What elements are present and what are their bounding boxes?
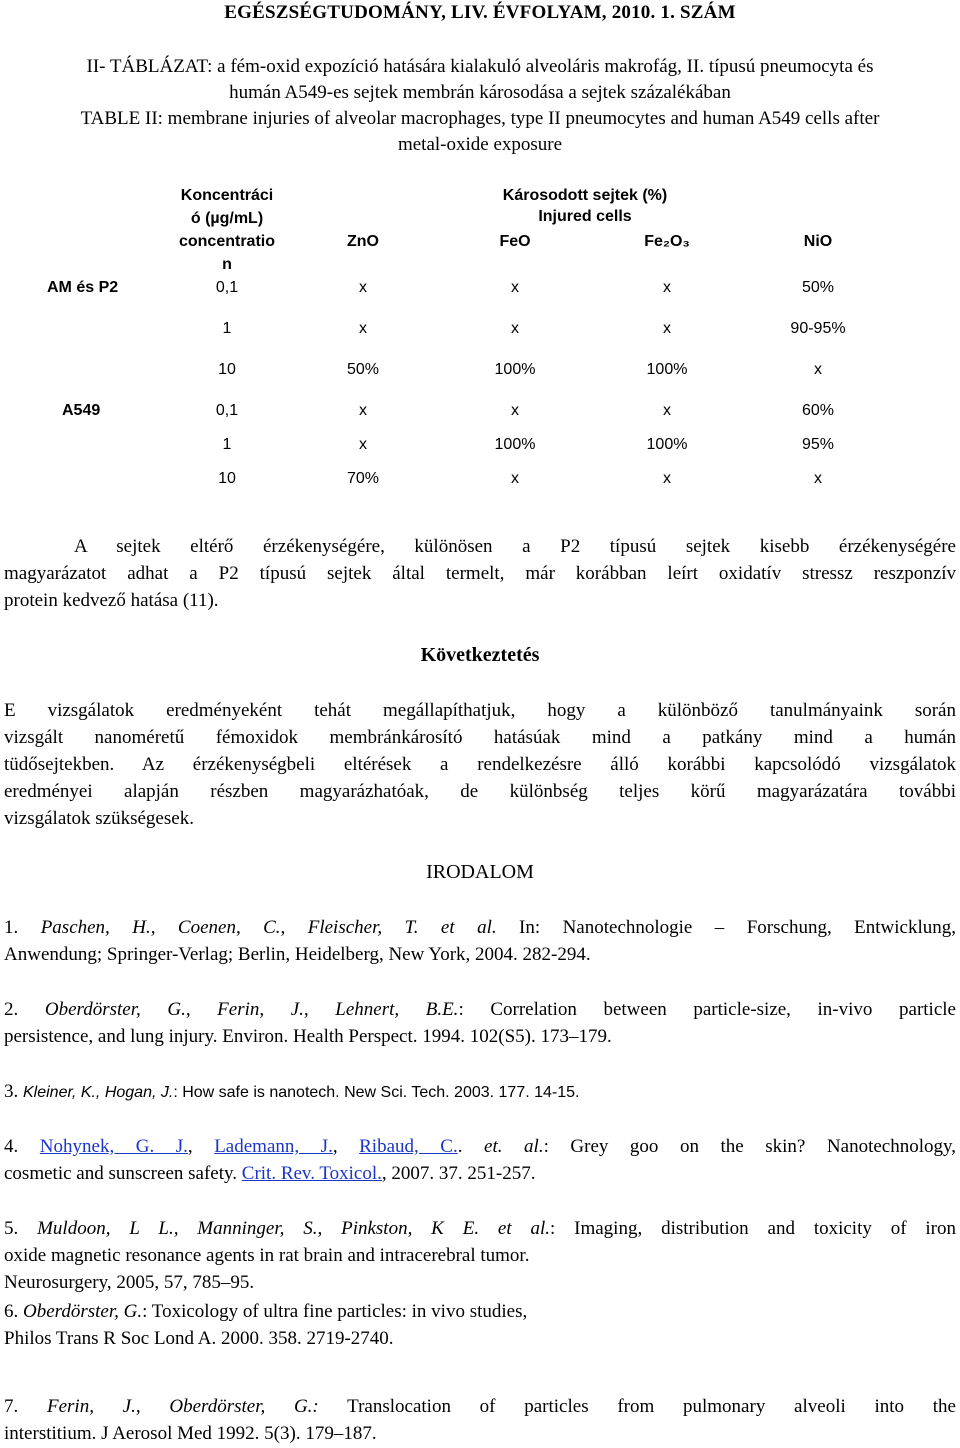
ref-authors: Oberdörster, G., Ferin, J., Lehnert, B.E. bbox=[44, 999, 459, 1020]
value-cell: x bbox=[663, 279, 671, 296]
conc-cell: 1 bbox=[222, 436, 232, 453]
discussion-paragraph bbox=[4, 533, 956, 614]
ref-text: , 2007. 37. 251-257. bbox=[381, 1163, 536, 1184]
ref-text: oxide magnetic resonance agents in rat brain and intracerebral tumor. bbox=[4, 1245, 530, 1266]
paragraph-line: A sejtek eltérő érzékenységére, különösen a P2 típusú sejtek kisebb érzékenységére bbox=[74, 536, 956, 557]
paragraph-line: vizsgálatok szükségesek. bbox=[4, 808, 194, 829]
ref-authors: Paschen, H., Coenen, C., Fleischer, T. et al. bbox=[40, 917, 497, 938]
value-cell: x bbox=[511, 402, 519, 419]
ref-etal: et. al. bbox=[484, 1136, 544, 1157]
value-cell: 60% bbox=[801, 402, 835, 419]
journal-header: EGÉSZSÉGTUDOMÁNY, LIV. ÉVFOLYAM, 2010. 1. SZÁM bbox=[224, 2, 736, 23]
conc-cell: 0,1 bbox=[215, 402, 239, 419]
reference-7 bbox=[4, 1393, 956, 1447]
ref-text: In: Nanotechnologie – Forschung, Entwicklung, bbox=[519, 917, 956, 938]
reference-4: 4. Nohynek, G. J., Lademann, J., Ribaud, C.. et. al.: Grey goo on the skin? Nanotechnology, cosmetic and sunscreen safety. Crit. Rev. Toxicol., 2007. 37. 251-257. bbox=[4, 1136, 957, 1184]
value-cell: 90-95% bbox=[790, 320, 846, 337]
table-caption-en-line1: TABLE II: membrane injuries of alveolar macrophages, type II pneumocytes and human A549 cells after bbox=[80, 108, 880, 129]
reference-1 bbox=[4, 914, 956, 968]
value-cell: 50% bbox=[801, 279, 835, 296]
author-link-ribaud[interactable]: Ribaud, C. bbox=[359, 1136, 458, 1157]
conc-header-line4: n bbox=[222, 256, 232, 273]
conc-header-line3: concentratio bbox=[178, 233, 275, 250]
value-cell: x bbox=[359, 320, 367, 337]
col-header-feo: FeO bbox=[499, 233, 531, 250]
journal-link-crit-rev-toxicol[interactable]: Crit. Rev. Toxicol. bbox=[241, 1163, 382, 1184]
ref-number: 5. bbox=[4, 1218, 19, 1239]
value-cell: 50% bbox=[346, 361, 380, 378]
reference-5 bbox=[4, 1215, 956, 1296]
value-cell: 100% bbox=[494, 361, 536, 378]
value-cell: x bbox=[511, 470, 519, 487]
ref-authors: Kleiner, K., Hogan, J. bbox=[23, 1084, 174, 1101]
ref-number: 2. bbox=[4, 999, 19, 1020]
value-cell: 100% bbox=[646, 361, 688, 378]
author-link-lademann[interactable]: Lademann, J. bbox=[214, 1136, 333, 1157]
group-label-am-p2: AM és P2 bbox=[47, 279, 119, 296]
conclusion-heading: Következtetés bbox=[420, 644, 540, 666]
value-cell: 95% bbox=[801, 436, 835, 453]
damaged-cells-header: Károsodott sejtek (%) bbox=[502, 187, 668, 204]
ref-text: cosmetic and sunscreen safety. bbox=[4, 1163, 238, 1184]
value-cell: x bbox=[814, 470, 822, 487]
conc-cell: 0,1 bbox=[215, 279, 239, 296]
table-caption-en-line2: metal-oxide exposure bbox=[397, 134, 563, 155]
reference-3 bbox=[4, 1078, 956, 1106]
paragraph-line: vizsgált nanoméretű fémoxidok membránkárosító hatásúak mind a patkány mind a humán bbox=[4, 727, 956, 748]
col-header-zno: ZnO bbox=[347, 233, 379, 250]
value-cell: x bbox=[663, 320, 671, 337]
value-cell: x bbox=[359, 436, 367, 453]
value-cell: 100% bbox=[646, 436, 688, 453]
value-cell: x bbox=[511, 279, 519, 296]
reference-2 bbox=[4, 996, 956, 1050]
value-cell: 100% bbox=[494, 436, 536, 453]
value-cell: x bbox=[359, 402, 367, 419]
value-cell: 70% bbox=[346, 470, 380, 487]
paragraph-line: magyarázatot adhat a P2 típusú sejtek által termelt, már korábban leírt oxidatív stressz reszponzív bbox=[4, 563, 956, 584]
ref-authors: Muldoon, L L., Manninger, S., Pinkston, K E. et al. bbox=[37, 1218, 551, 1239]
paragraph-line: tüdősejtekben. Az érzékenységbeli eltérések a rendelkezésre álló korábbi kapcsolódó vizsgálatok bbox=[4, 754, 956, 775]
conc-cell: 1 bbox=[222, 320, 232, 337]
ref-text: : Grey goo on the skin? Nanotechnology, bbox=[543, 1136, 957, 1157]
paragraph-line: protein kedvező hatása (11). bbox=[4, 590, 219, 611]
ref-number: 7. bbox=[4, 1396, 19, 1417]
ref-number: 4. bbox=[4, 1136, 19, 1157]
conc-header-line1: Koncentráci bbox=[180, 187, 274, 204]
reference-6 bbox=[4, 1298, 956, 1352]
conclusion-paragraph bbox=[4, 697, 956, 832]
ref-text: persistence, and lung injury. Environ. Health Perspect. 1994. 102(S5). 173–179. bbox=[4, 1026, 612, 1047]
ref-text: : Toxicology of ultra fine particles: in vivo studies, bbox=[142, 1301, 528, 1322]
value-cell: x bbox=[511, 320, 519, 337]
paragraph-line: E vizsgálatok eredményeként tehát megállapíthatjuk, hogy a különböző tanulmányaink során bbox=[4, 700, 956, 721]
ref-text: : Correlation between particle-size, in-vivo particle bbox=[458, 999, 956, 1020]
references-heading: IRODALOM bbox=[426, 861, 534, 883]
value-cell: x bbox=[663, 470, 671, 487]
ref-text: Anwendung; Springer-Verlag; Berlin, Heidelberg, New York, 2004. 282-294. bbox=[4, 944, 591, 965]
table-caption-hu-line1: II- TÁBLÁZAT: a fém-oxid expozíció hatására kialakuló alveoláris makrofág, II. típusú pneumocyta és bbox=[86, 56, 874, 77]
ref-number: 6. bbox=[4, 1301, 19, 1322]
ref-text: Neurosurgery, 2005, 57, 785–95. bbox=[4, 1272, 255, 1293]
value-cell: x bbox=[663, 402, 671, 419]
author-link-nohynek[interactable]: Nohynek, G. J. bbox=[39, 1136, 188, 1157]
ref-text: Philos Trans R Soc Lond A. 2000. 358. 2719-2740. bbox=[4, 1328, 394, 1349]
table-caption-hu-line2: humán A549-es sejtek membrán károsodása a sejtek százalékában bbox=[229, 82, 731, 103]
ref-text: Translocation of particles from pulmonary alveoli into the bbox=[347, 1396, 956, 1417]
conc-cell: 10 bbox=[218, 361, 236, 378]
group-label-a549: A549 bbox=[62, 402, 101, 419]
ref-text: : Imaging, distribution and toxicity of iron bbox=[550, 1218, 957, 1239]
col-header-nio: NiO bbox=[803, 233, 833, 250]
ref-text: interstitium. J Aerosol Med 1992. 5(3). 179–187. bbox=[4, 1423, 377, 1444]
ref-text: : How safe is nanotech. New Sci. Tech. 2003. 177. 14-15. bbox=[173, 1084, 580, 1101]
ref-number: 3. bbox=[4, 1081, 19, 1102]
injured-cells-header: Injured cells bbox=[538, 208, 632, 225]
col-header-fe2o3: Fe₂O₃ bbox=[644, 233, 690, 250]
ref-authors: Oberdörster, G. bbox=[23, 1301, 143, 1322]
value-cell: x bbox=[814, 361, 822, 378]
conc-cell: 10 bbox=[218, 470, 236, 487]
ref-authors: Ferin, J., Oberdörster, G.: bbox=[46, 1396, 319, 1417]
value-cell: x bbox=[359, 279, 367, 296]
ref-number: 1. bbox=[4, 917, 19, 938]
paragraph-line: eredményei alapján részben magyarázhatóak, de különbség teljes körű magyarázatára további bbox=[4, 781, 956, 802]
conc-header-line2: ó (µg/mL) bbox=[190, 210, 264, 227]
